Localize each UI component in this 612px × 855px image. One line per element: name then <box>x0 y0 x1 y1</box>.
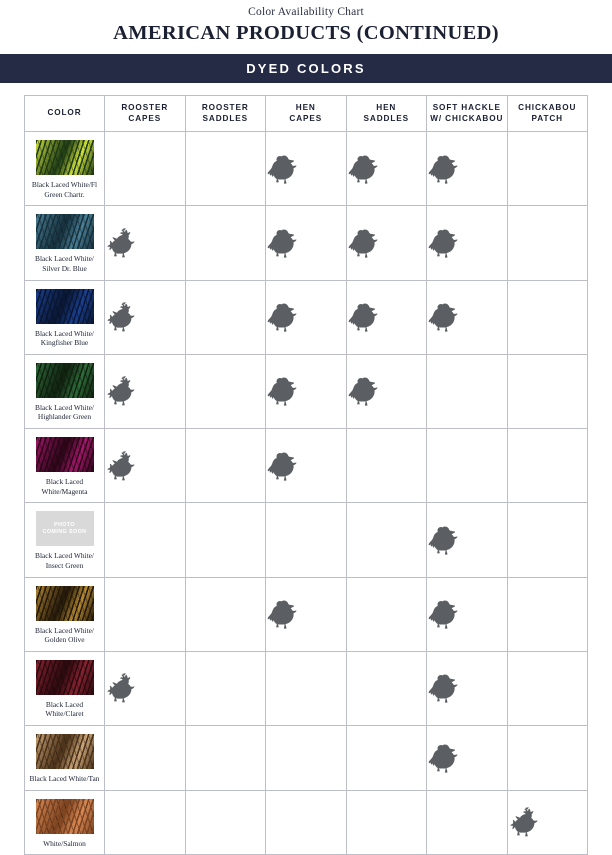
availability-cell-soft_hackle <box>427 206 508 280</box>
availability-cell-chickabou_patch <box>507 577 588 651</box>
column-header-line2: SADDLES <box>202 113 248 123</box>
column-header-line2: PATCH <box>531 113 563 123</box>
column-header-hen_saddles <box>346 96 427 132</box>
hen-icon <box>428 525 506 555</box>
availability-cell-rooster_capes <box>105 726 186 791</box>
availability-cell-soft_hackle <box>427 429 508 503</box>
availability-cell-chickabou_patch <box>507 280 588 354</box>
column-header-line2: SADDLES <box>363 113 409 123</box>
column-header-soft_hackle <box>427 96 508 132</box>
availability-cell-hen_saddles <box>346 577 427 651</box>
section-band-label: DYED COLORS <box>246 61 366 76</box>
availability-cell-rooster_saddles <box>185 280 266 354</box>
hen-icon <box>267 451 345 481</box>
availability-cell-rooster_saddles <box>185 503 266 577</box>
availability-cell-hen_saddles <box>346 726 427 791</box>
availability-cell-rooster_capes <box>105 503 186 577</box>
table-row <box>25 651 588 725</box>
availability-cell-chickabou_patch <box>507 429 588 503</box>
column-header-hen_capes <box>266 96 347 132</box>
column-header-line2: CAPES <box>128 113 162 123</box>
availability-cell-chickabou_patch <box>507 790 588 855</box>
hen-icon <box>267 302 345 332</box>
availability-cell-hen_capes <box>266 206 347 280</box>
hen-icon <box>428 154 506 184</box>
availability-cell-rooster_capes <box>105 280 186 354</box>
availability-cell-soft_hackle <box>427 726 508 791</box>
availability-cell-rooster_capes <box>105 206 186 280</box>
feather-swatch <box>35 139 95 176</box>
color-cell <box>25 577 105 651</box>
availability-table <box>24 95 588 855</box>
hen-icon <box>428 743 506 773</box>
availability-cell-rooster_saddles <box>185 206 266 280</box>
availability-cell-soft_hackle <box>427 280 508 354</box>
rooster-icon <box>106 450 184 482</box>
rooster-icon <box>106 227 184 259</box>
availability-cell-rooster_saddles <box>185 790 266 855</box>
availability-cell-hen_capes <box>266 429 347 503</box>
table-row <box>25 132 588 206</box>
column-header-line1: COLOR <box>47 108 82 118</box>
availability-cell-hen_capes <box>266 354 347 428</box>
feather-swatch <box>35 213 95 250</box>
rooster-icon <box>509 806 587 838</box>
color-cell <box>25 280 105 354</box>
hen-icon <box>428 599 506 629</box>
color-cell <box>25 206 105 280</box>
color-name: Black Laced White/Fl Green Chartr. <box>31 180 98 199</box>
color-cell <box>25 790 105 855</box>
hen-icon <box>267 376 345 406</box>
rooster-icon <box>106 375 184 407</box>
availability-cell-soft_hackle <box>427 790 508 855</box>
color-name: White/Salmon <box>43 838 86 848</box>
color-name: Black Laced White/ Highlander Green <box>35 402 94 422</box>
color-name: Black Laced White/ Kingfisher Blue <box>35 328 94 348</box>
availability-cell-hen_saddles <box>346 354 427 428</box>
availability-cell-rooster_capes <box>105 577 186 651</box>
availability-cell-rooster_capes <box>105 651 186 725</box>
rooster-icon <box>106 301 184 333</box>
color-name: Black Laced White/ Insect Green <box>35 551 94 570</box>
availability-cell-soft_hackle <box>427 132 508 206</box>
feather-swatch <box>35 436 95 473</box>
table-row <box>25 354 588 428</box>
table-header-row <box>25 96 588 132</box>
photo-coming-soon-swatch <box>35 510 95 547</box>
color-name: Black Laced White/Tan <box>29 774 100 783</box>
availability-cell-hen_saddles <box>346 651 427 725</box>
color-name: Black Laced White/Magenta <box>41 477 88 496</box>
hen-icon <box>348 376 426 406</box>
page-header <box>0 0 612 45</box>
availability-cell-rooster_capes <box>105 790 186 855</box>
availability-cell-hen_saddles <box>346 280 427 354</box>
hen-icon <box>267 228 345 258</box>
column-header-line2: CAPES <box>289 113 323 123</box>
availability-cell-hen_capes <box>266 651 347 725</box>
availability-cell-soft_hackle <box>427 503 508 577</box>
color-name: Black Laced White/Claret <box>45 699 84 719</box>
color-name: Black Laced White/ Golden Olive <box>35 625 94 645</box>
column-header-line1: HEN <box>376 103 397 113</box>
availability-cell-chickabou_patch <box>507 503 588 577</box>
hen-icon <box>348 228 426 258</box>
color-name: Black Laced White/ Silver Dr. Blue <box>35 254 94 273</box>
availability-cell-hen_capes <box>266 280 347 354</box>
column-header-line2: W/ CHICKABOU <box>430 113 504 123</box>
table-row <box>25 280 588 354</box>
feather-swatch <box>35 585 95 622</box>
availability-cell-chickabou_patch <box>507 726 588 791</box>
availability-cell-rooster_saddles <box>185 429 266 503</box>
hen-icon <box>267 154 345 184</box>
color-cell <box>25 651 105 725</box>
rooster-icon <box>106 672 184 704</box>
availability-cell-hen_saddles <box>346 503 427 577</box>
availability-cell-hen_saddles <box>346 429 427 503</box>
availability-cell-hen_capes <box>266 726 347 791</box>
color-cell <box>25 503 105 577</box>
table-row <box>25 429 588 503</box>
hen-icon <box>428 228 506 258</box>
availability-cell-chickabou_patch <box>507 206 588 280</box>
hen-icon <box>348 154 426 184</box>
color-cell <box>25 132 105 206</box>
availability-cell-hen_saddles <box>346 790 427 855</box>
availability-cell-hen_capes <box>266 503 347 577</box>
feather-swatch <box>35 659 95 696</box>
photo-coming-soon-label: PHOTO COMING SOON <box>42 522 87 535</box>
availability-cell-rooster_capes <box>105 429 186 503</box>
table-header <box>25 96 588 132</box>
availability-cell-chickabou_patch <box>507 132 588 206</box>
feather-swatch <box>35 362 95 399</box>
page-subtitle: Color Availability Chart <box>248 6 364 18</box>
color-cell <box>25 354 105 428</box>
availability-cell-hen_capes <box>266 790 347 855</box>
hen-icon <box>267 599 345 629</box>
availability-cell-soft_hackle <box>427 651 508 725</box>
table-row <box>25 726 588 791</box>
hen-icon <box>428 302 506 332</box>
table-row <box>25 503 588 577</box>
column-header-line1: CHICKABOU <box>518 103 577 113</box>
availability-cell-soft_hackle <box>427 354 508 428</box>
availability-cell-chickabou_patch <box>507 354 588 428</box>
column-header-rooster_capes <box>105 96 186 132</box>
table-row <box>25 206 588 280</box>
availability-cell-rooster_saddles <box>185 577 266 651</box>
column-header-line1: SOFT HACKLE <box>432 103 501 113</box>
column-header-line1: HEN <box>295 103 316 113</box>
availability-cell-rooster_saddles <box>185 651 266 725</box>
availability-cell-rooster_capes <box>105 354 186 428</box>
feather-swatch <box>35 733 95 770</box>
availability-cell-rooster_capes <box>105 132 186 206</box>
availability-cell-rooster_saddles <box>185 726 266 791</box>
availability-cell-hen_saddles <box>346 206 427 280</box>
hen-icon <box>428 673 506 703</box>
availability-cell-soft_hackle <box>427 577 508 651</box>
column-header-rooster_saddles <box>185 96 266 132</box>
feather-swatch <box>35 798 95 835</box>
availability-cell-chickabou_patch <box>507 651 588 725</box>
availability-cell-hen_saddles <box>346 132 427 206</box>
column-header-line1: ROOSTER <box>201 103 249 113</box>
availability-cell-rooster_saddles <box>185 132 266 206</box>
feather-swatch <box>35 288 95 325</box>
column-header-line1: ROOSTER <box>121 103 169 113</box>
availability-cell-hen_capes <box>266 577 347 651</box>
availability-cell-rooster_saddles <box>185 354 266 428</box>
hen-icon <box>348 302 426 332</box>
table-body <box>25 132 588 855</box>
section-band <box>0 54 612 83</box>
table-row <box>25 577 588 651</box>
column-header-color <box>25 96 105 132</box>
page-title: AMERICAN PRODUCTS (CONTINUED) <box>113 22 499 44</box>
color-cell <box>25 429 105 503</box>
table-row <box>25 790 588 855</box>
availability-cell-hen_capes <box>266 132 347 206</box>
color-cell <box>25 726 105 791</box>
column-header-chickabou_patch <box>507 96 588 132</box>
